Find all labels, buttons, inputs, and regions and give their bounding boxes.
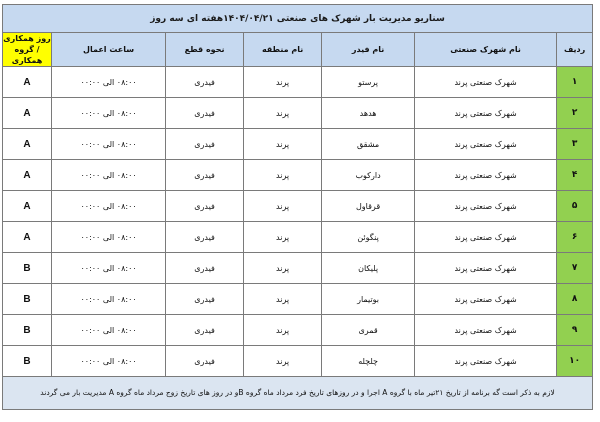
cell-feeder: مشقق [322,129,415,160]
cell-park: شهرک صنعتی پرند [415,129,557,160]
cell-park: شهرک صنعتی پرند [415,67,557,98]
cell-region: پرند [244,67,322,98]
cell-park: شهرک صنعتی پرند [415,253,557,284]
cell-group: B [3,315,52,346]
cell-group: A [3,129,52,160]
cell-hours: ۰۸:۰۰ الی ۰۰:۰۰ [52,160,166,191]
cell-cut-type: فیدری [166,284,244,315]
header-cut-type: نحوه قطع [166,33,244,67]
cell-hours: ۰۸:۰۰ الی ۰۰:۰۰ [52,315,166,346]
cell-park: شهرک صنعتی پرند [415,222,557,253]
cell-index: ۲ [557,98,593,129]
cell-cut-type: فیدری [166,129,244,160]
cell-region: پرند [244,98,322,129]
table-title: سناریو مدیریت بار شهرک های صنعتی ۱۴۰۴/۰۴/۲۱هفته ای سه روز [3,5,593,33]
cell-region: پرند [244,160,322,191]
cell-index: ۱ [557,67,593,98]
cell-region: پرند [244,346,322,377]
cell-hours: ۰۸:۰۰ الی ۰۰:۰۰ [52,129,166,160]
cell-feeder: قمری [322,315,415,346]
cell-cut-type: فیدری [166,315,244,346]
cell-hours: ۰۸:۰۰ الی ۰۰:۰۰ [52,284,166,315]
cell-feeder: پرستو [322,67,415,98]
cell-region: پرند [244,222,322,253]
cell-park: شهرک صنعتی پرند [415,284,557,315]
table-row [3,191,593,222]
cell-group: A [3,98,52,129]
header-park: نام شهرک صنعتی [415,33,557,67]
cell-hours: ۰۸:۰۰ الی ۰۰:۰۰ [52,222,166,253]
cell-region: پرند [244,129,322,160]
cell-park: شهرک صنعتی پرند [415,160,557,191]
cell-index: ۹ [557,315,593,346]
cell-group: B [3,253,52,284]
cell-index: ۵ [557,191,593,222]
cell-region: پرند [244,284,322,315]
cell-feeder: چلچله [322,346,415,377]
cell-park: شهرک صنعتی پرند [415,98,557,129]
cell-feeder: پلیکان [322,253,415,284]
cell-cut-type: فیدری [166,346,244,377]
cell-cut-type: فیدری [166,98,244,129]
cell-park: شهرک صنعتی پرند [415,191,557,222]
table-row [3,253,593,284]
cell-index: ۴ [557,160,593,191]
cell-region: پرند [244,253,322,284]
table-row [3,315,593,346]
cell-cut-type: فیدری [166,222,244,253]
cell-group: A [3,222,52,253]
load-management-table [2,4,593,410]
cell-hours: ۰۸:۰۰ الی ۰۰:۰۰ [52,346,166,377]
cell-cut-type: فیدری [166,253,244,284]
header-feeder: نام فیدر [322,33,415,67]
header-index: ردیف [557,33,593,67]
cell-feeder: دارکوب [322,160,415,191]
table-row [3,160,593,191]
cell-group: A [3,67,52,98]
header-coop-group: روز همکاری / گروه همکاری [3,34,51,65]
footnote: لازم به ذکر است گه برنامه از تاریخ ۲۱تیر ماه با گروه A اجرا و در روزهای تاریخ فرد مرداد ماه گروه Bو در روز های تاریخ زوج مرداد ماه گروه A مدیریت بار می گردند [3,377,593,410]
cell-feeder: پنگوئن [322,222,415,253]
header-hours: ساعت اعمال [52,33,166,67]
cell-group: B [3,346,52,377]
table-row [3,67,593,98]
cell-hours: ۰۸:۰۰ الی ۰۰:۰۰ [52,191,166,222]
table-row [3,98,593,129]
cell-cut-type: فیدری [166,191,244,222]
cell-region: پرند [244,315,322,346]
cell-hours: ۰۸:۰۰ الی ۰۰:۰۰ [52,253,166,284]
cell-index: ۱۰ [557,346,593,377]
cell-index: ۸ [557,284,593,315]
cell-hours: ۰۸:۰۰ الی ۰۰:۰۰ [52,98,166,129]
cell-group: A [3,191,52,222]
cell-index: ۳ [557,129,593,160]
header-row [3,33,593,67]
cell-feeder: بوتیمار [322,284,415,315]
cell-feeder: هدهد [322,98,415,129]
cell-hours: ۰۸:۰۰ الی ۰۰:۰۰ [52,67,166,98]
cell-cut-type: فیدری [166,67,244,98]
cell-region: پرند [244,191,322,222]
cell-feeder: قرقاول [322,191,415,222]
cell-park: شهرک صنعتی پرند [415,346,557,377]
cell-cut-type: فیدری [166,160,244,191]
cell-group: B [3,284,52,315]
header-region: نام منطقه [244,33,322,67]
table-row [3,284,593,315]
cell-index: ۶ [557,222,593,253]
table-row [3,346,593,377]
cell-park: شهرک صنعتی پرند [415,315,557,346]
cell-group: A [3,160,52,191]
cell-index: ۷ [557,253,593,284]
table-body [3,67,593,377]
table-row [3,129,593,160]
table-row [3,222,593,253]
